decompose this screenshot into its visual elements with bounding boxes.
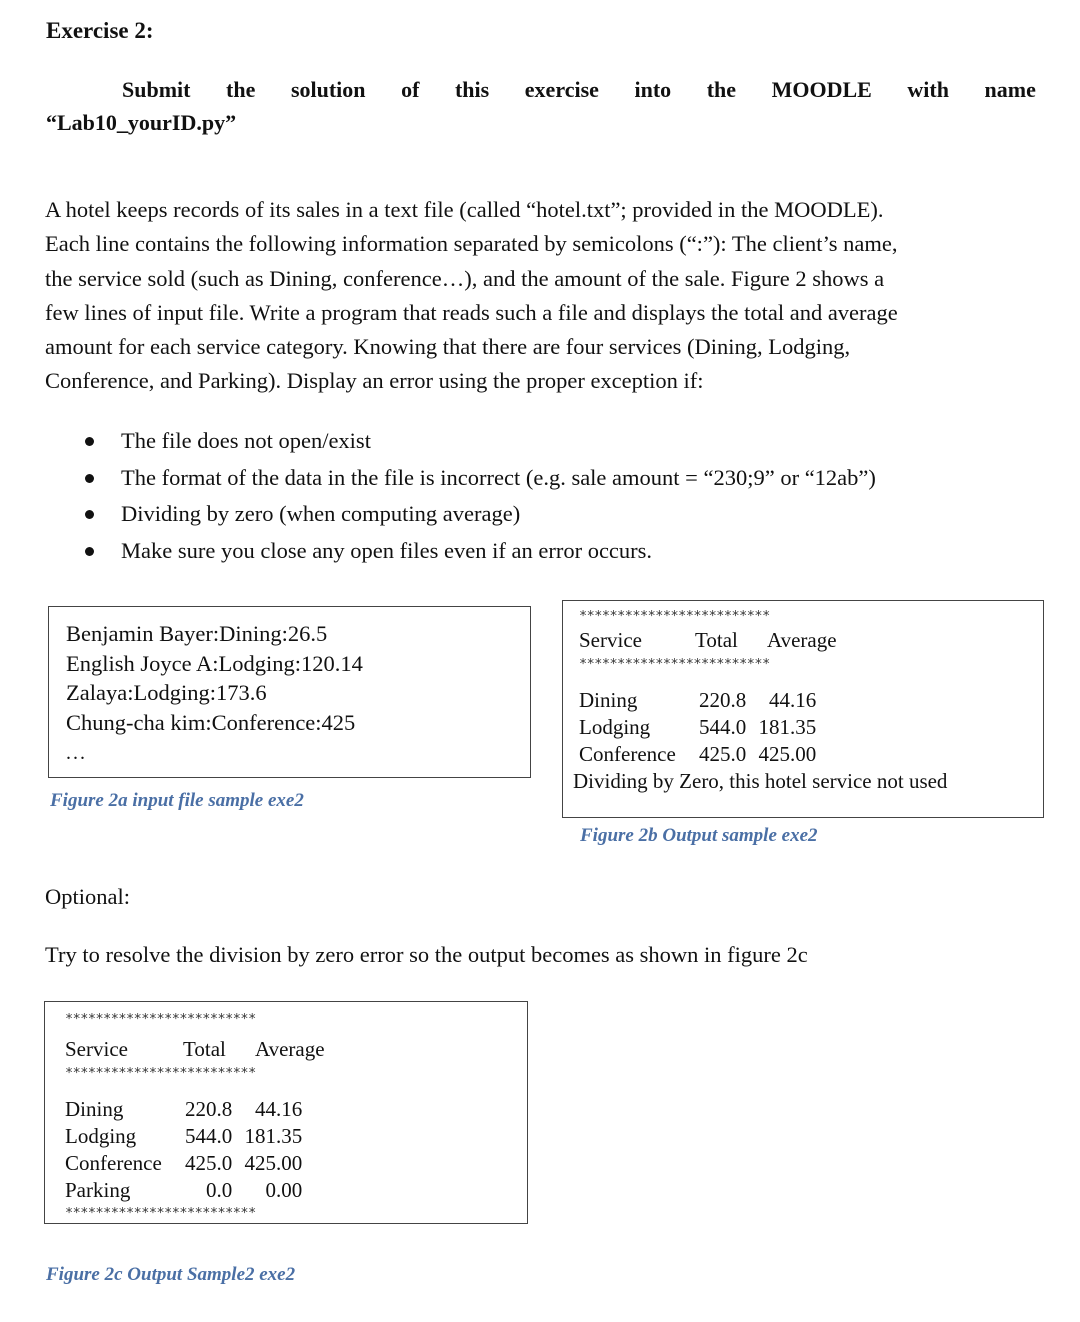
cell-service: Lodging xyxy=(65,1124,137,1148)
submit-word: Submit xyxy=(122,77,191,102)
cell-average: 181.35 xyxy=(244,1124,303,1148)
output-table xyxy=(65,1096,302,1204)
figure-2a-input-box xyxy=(48,606,531,778)
requirements-list xyxy=(85,425,876,572)
stars-divider: ************************* xyxy=(579,656,770,672)
output-header xyxy=(579,625,1043,655)
cell-total: 0.0 xyxy=(206,1178,233,1202)
requirement-item: The format of the data in the file is incorrect (e.g. sale amount = “230;9” or “12ab”) xyxy=(85,462,876,499)
figure-2b-caption: Figure 2b Output sample exe2 xyxy=(580,825,818,846)
exercise-heading: Exercise 2: xyxy=(46,18,154,43)
submit-word: the xyxy=(226,77,256,102)
cell-average: 425.00 xyxy=(244,1151,303,1175)
description-line: the service sold (such as Dining, conference…), and the amount of the sale. Figure 2 shows a xyxy=(45,265,885,291)
cell-total: 544.0 xyxy=(699,715,747,739)
cell-average: 44.16 xyxy=(255,1097,303,1121)
header-average: Average xyxy=(255,1037,325,1061)
table-row xyxy=(65,1123,302,1150)
description-line: Each line contains the following information separated by semicolons (“:”): The client’s name, xyxy=(45,231,898,257)
submit-word: into xyxy=(634,77,672,102)
cell-service: Conference xyxy=(65,1151,162,1175)
stars-divider: ************************* xyxy=(65,1205,256,1221)
submit-word: MOODLE xyxy=(771,77,872,102)
requirement-item: The file does not open/exist xyxy=(85,425,876,462)
table-row xyxy=(65,1177,302,1204)
cell-total: 425.0 xyxy=(185,1151,233,1175)
table-row xyxy=(579,714,816,741)
submit-word: the xyxy=(706,77,737,102)
description-line: amount for each service category. Knowing that there are four services (Dining, Lodging, xyxy=(45,334,851,360)
stars-divider: ************************* xyxy=(65,1065,256,1081)
table-row xyxy=(65,1096,302,1123)
submit-word: this xyxy=(454,77,490,102)
cell-average: 0.00 xyxy=(265,1178,303,1202)
table-row xyxy=(65,1150,302,1177)
stars-divider: ************************* xyxy=(65,1011,256,1027)
input-line: Benjamin Bayer:Dining:26.5 xyxy=(66,621,328,646)
optional-text: Try to resolve the division by zero error so the output becomes as shown in figure 2c xyxy=(45,942,808,967)
header-service: Service xyxy=(65,1037,128,1061)
submit-instruction xyxy=(122,77,1036,103)
cell-total: 220.8 xyxy=(185,1097,233,1121)
figure-2c-caption: Figure 2c Output Sample2 exe2 xyxy=(46,1264,296,1285)
requirement-item: Make sure you close any open files even if an error occurs. xyxy=(85,535,876,572)
description-paragraph xyxy=(45,193,997,399)
submit-word: solution xyxy=(290,77,366,102)
input-line: Chung-cha kim:Conference:425 xyxy=(66,709,356,735)
cell-service: Dining xyxy=(65,1097,124,1121)
division-error-message: Dividing by Zero, this hotel service not used xyxy=(573,769,948,793)
description-line: A hotel keeps records of its sales in a text file (called “hotel.txt”; provided in the MOODLE). xyxy=(45,197,884,222)
header-service: Service xyxy=(579,628,642,652)
cell-average: 181.35 xyxy=(758,715,817,739)
header-total: Total xyxy=(183,1037,226,1061)
cell-total: 544.0 xyxy=(185,1124,233,1148)
optional-label: Optional: xyxy=(45,884,130,909)
output-header xyxy=(65,1034,527,1064)
cell-average: 44.16 xyxy=(769,688,817,712)
submit-word: exercise xyxy=(524,77,599,102)
cell-service: Lodging xyxy=(579,715,651,739)
figure-2a-caption: Figure 2a input file sample exe2 xyxy=(50,790,304,811)
input-line: English Joyce A:Lodging:120.14 xyxy=(66,650,363,676)
cell-average: 425.00 xyxy=(758,742,817,766)
description-line: Conference, and Parking). Display an error using the proper exception if: xyxy=(45,368,704,394)
submit-word: with xyxy=(907,77,949,102)
input-ellipsis: ... xyxy=(66,742,87,764)
input-line: Zalaya:Lodging:173.6 xyxy=(66,680,267,705)
table-row xyxy=(579,687,816,714)
description-line: few lines of input file. Write a program that reads such a file and displays the total and average xyxy=(45,299,898,325)
figure-2c-output-box xyxy=(44,1001,528,1224)
requirement-item: Dividing by zero (when computing average) xyxy=(85,498,876,535)
cell-service: Dining xyxy=(579,688,638,712)
cell-service: Parking xyxy=(65,1178,131,1202)
submit-word: name xyxy=(984,77,1036,102)
stars-divider: ************************* xyxy=(579,608,770,624)
header-average: Average xyxy=(767,628,837,652)
submit-filename: “Lab10_yourID.py” xyxy=(46,110,237,135)
cell-total: 220.8 xyxy=(699,688,747,712)
cell-total: 425.0 xyxy=(699,742,747,766)
header-total: Total xyxy=(695,628,738,652)
submit-word: of xyxy=(401,77,420,102)
output-table xyxy=(579,687,816,768)
table-row xyxy=(579,741,816,768)
figure-2b-output-box xyxy=(562,600,1044,818)
cell-service: Conference xyxy=(579,742,676,766)
